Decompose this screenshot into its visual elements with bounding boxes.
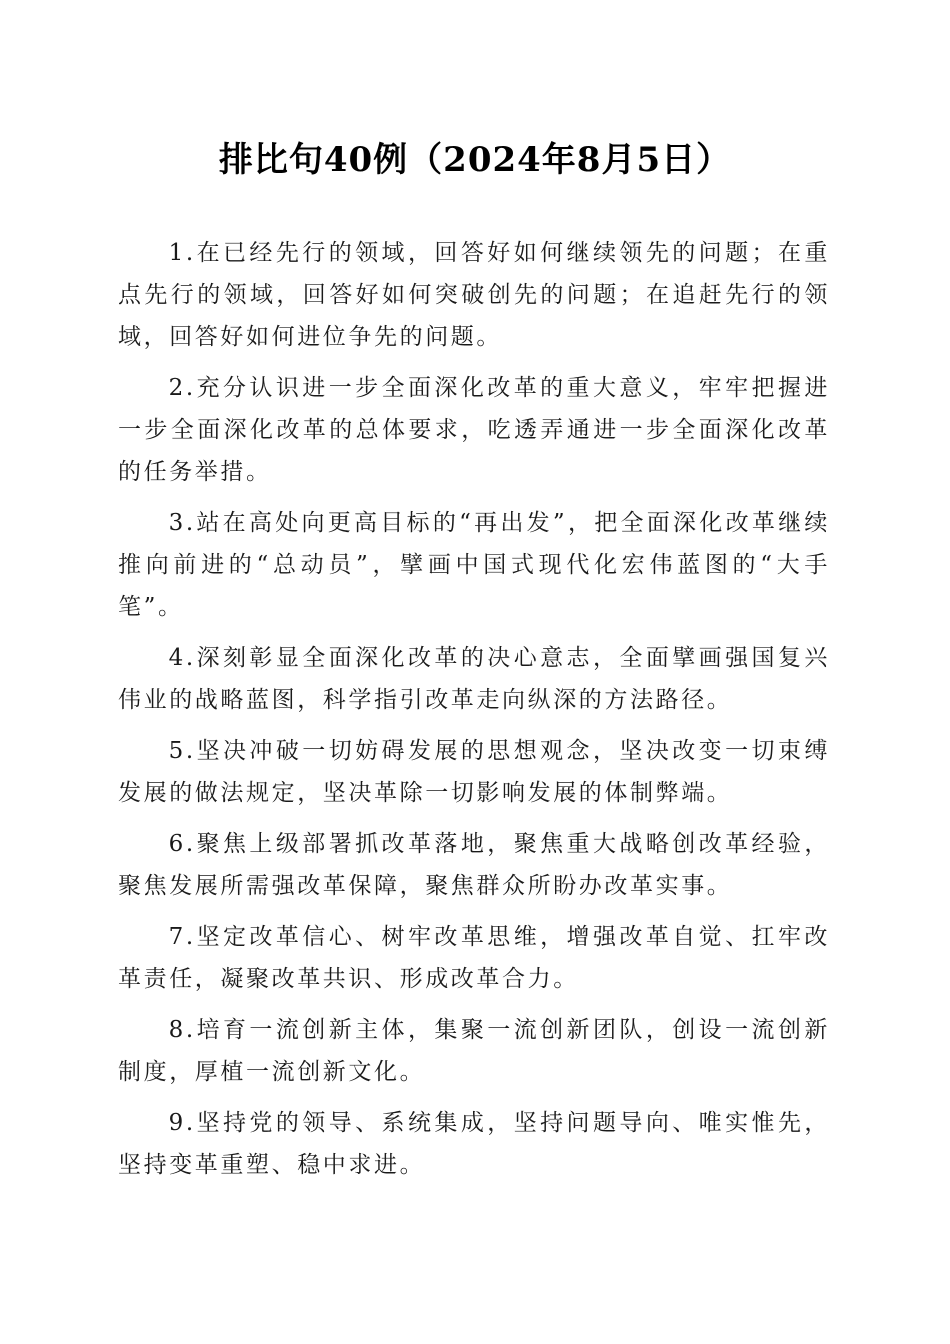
paragraph-4: 4.深刻彰显全面深化改革的决心意志，全面擘画强国复兴伟业的战略蓝图，科学指引改革走向纵深的方法路径。	[118, 645, 830, 713]
paragraph-6: 6.聚焦上级部署抓改革落地，聚焦重大战略创改革经验，聚焦发展所需强改革保障，聚焦群众所盼办改革实事。	[118, 831, 830, 899]
paragraph-8: 8.培育一流创新主体，集聚一流创新团队，创设一流创新制度，厚植一流创新文化。	[118, 1017, 830, 1085]
paragraph-5: 5.坚决冲破一切妨碍发展的思想观念，坚决改变一切束缚发展的做法规定，坚决革除一切影响发展的体制弊端。	[118, 738, 830, 806]
document-body	[118, 232, 830, 1195]
paragraph-3: 3.站在高处向更高目标的“再出发”，把全面深化改革继续推向前进的“总动员”，擘画中国式现代化宏伟蓝图的“大手笔”。	[118, 510, 830, 620]
paragraph-9: 9.坚持党的领导、系统集成，坚持问题导向、唯实惟先，坚持变革重塑、稳中求进。	[118, 1110, 830, 1178]
paragraph-1: 1.在已经先行的领域，回答好如何继续领先的问题；在重点先行的领域，回答好如何突破创先的问题；在追赶先行的领域，回答好如何进位争先的问题。	[118, 240, 830, 350]
document-title: 排比句40例（2024年8月5日）	[218, 140, 732, 180]
paragraph-7: 7.坚定改革信心、树牢改革思维，增强改革自觉、扛牢改革责任，凝聚改革共识、形成改革合力。	[118, 924, 830, 992]
paragraph-2: 2.充分认识进一步全面深化改革的重大意义，牢牢把握进一步全面深化改革的总体要求，吃透弄通进一步全面深化改革的任务举措。	[118, 375, 830, 485]
